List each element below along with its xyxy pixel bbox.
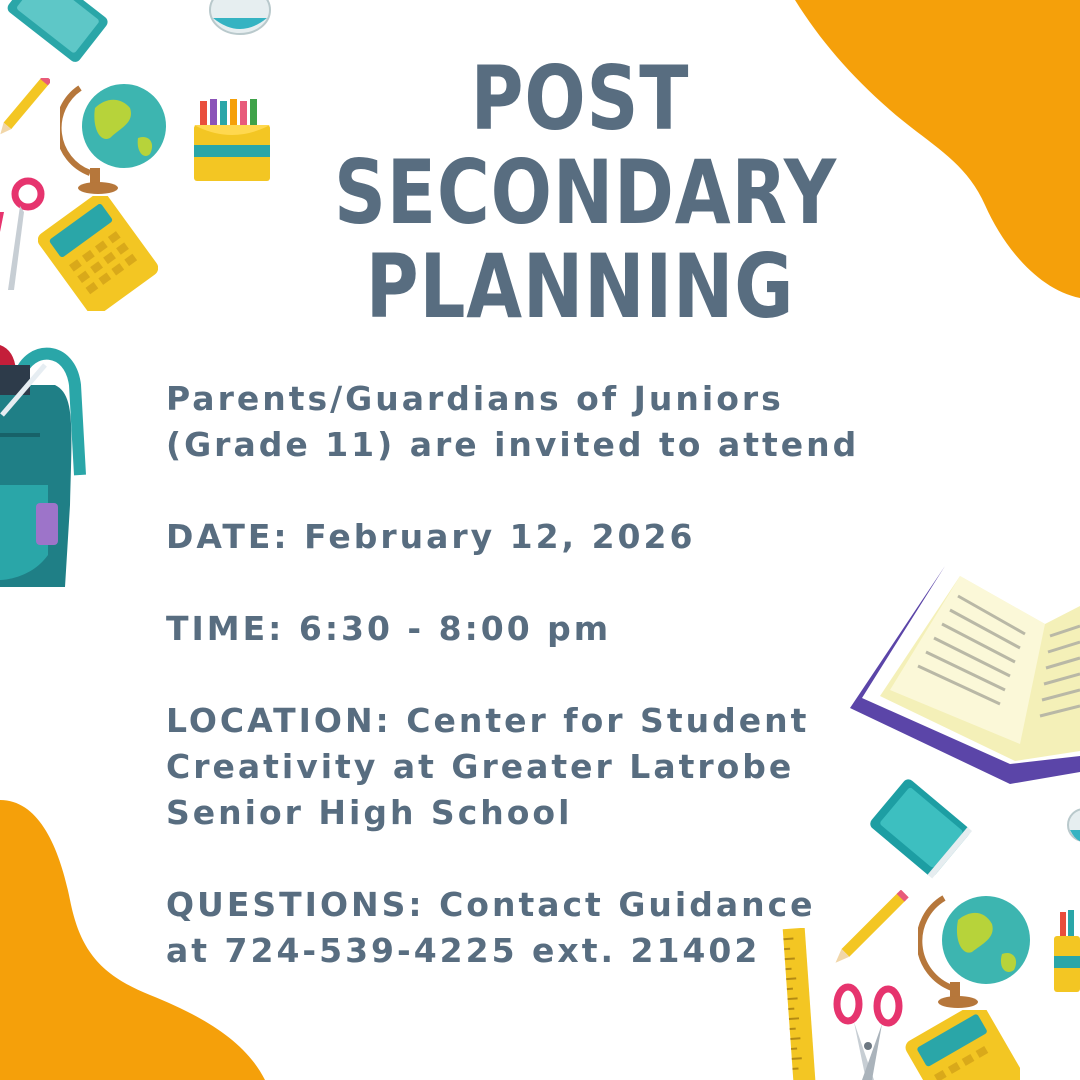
globe-icon — [60, 68, 170, 198]
invite-line-2: (Grade 11) are invited to attend — [166, 425, 860, 464]
location-line-1: LOCATION: Center for Student — [166, 701, 810, 740]
invite-line-1: Parents/Guardians of Juniors — [166, 379, 784, 418]
event-details — [166, 376, 886, 974]
flask-icon — [1066, 800, 1080, 850]
open-book-icon — [850, 566, 1080, 788]
calculator-icon — [900, 1010, 1020, 1080]
title-line-2: SECONDARY — [334, 141, 837, 244]
title-line-3: PLANNING — [365, 235, 795, 338]
event-date: DATE: February 12, 2026 — [166, 517, 696, 556]
location-line-3: Senior High School — [166, 793, 573, 832]
calculator-icon — [38, 196, 158, 311]
flask-icon — [205, 0, 275, 38]
event-title — [280, 47, 880, 338]
questions-line-1: QUESTIONS: Contact Guidance — [166, 885, 816, 924]
ruler-icon — [782, 928, 824, 1080]
pencil-icon — [822, 890, 912, 975]
book-icon — [0, 0, 115, 70]
title-line-1: POST — [470, 47, 690, 150]
pencil-icon — [0, 78, 50, 138]
crayon-box-icon — [1054, 908, 1080, 994]
crayon-box-icon — [192, 95, 272, 183]
globe-icon — [918, 880, 1036, 1010]
scissors-icon — [832, 982, 908, 1080]
event-time: TIME: 6:30 - 8:00 pm — [166, 609, 612, 648]
questions-line-2: at 724-539-4225 ext. 21402 — [166, 931, 761, 970]
book-icon — [862, 776, 974, 884]
backpack-icon — [0, 325, 95, 595]
location-line-2: Creativity at Greater Latrobe — [166, 747, 795, 786]
